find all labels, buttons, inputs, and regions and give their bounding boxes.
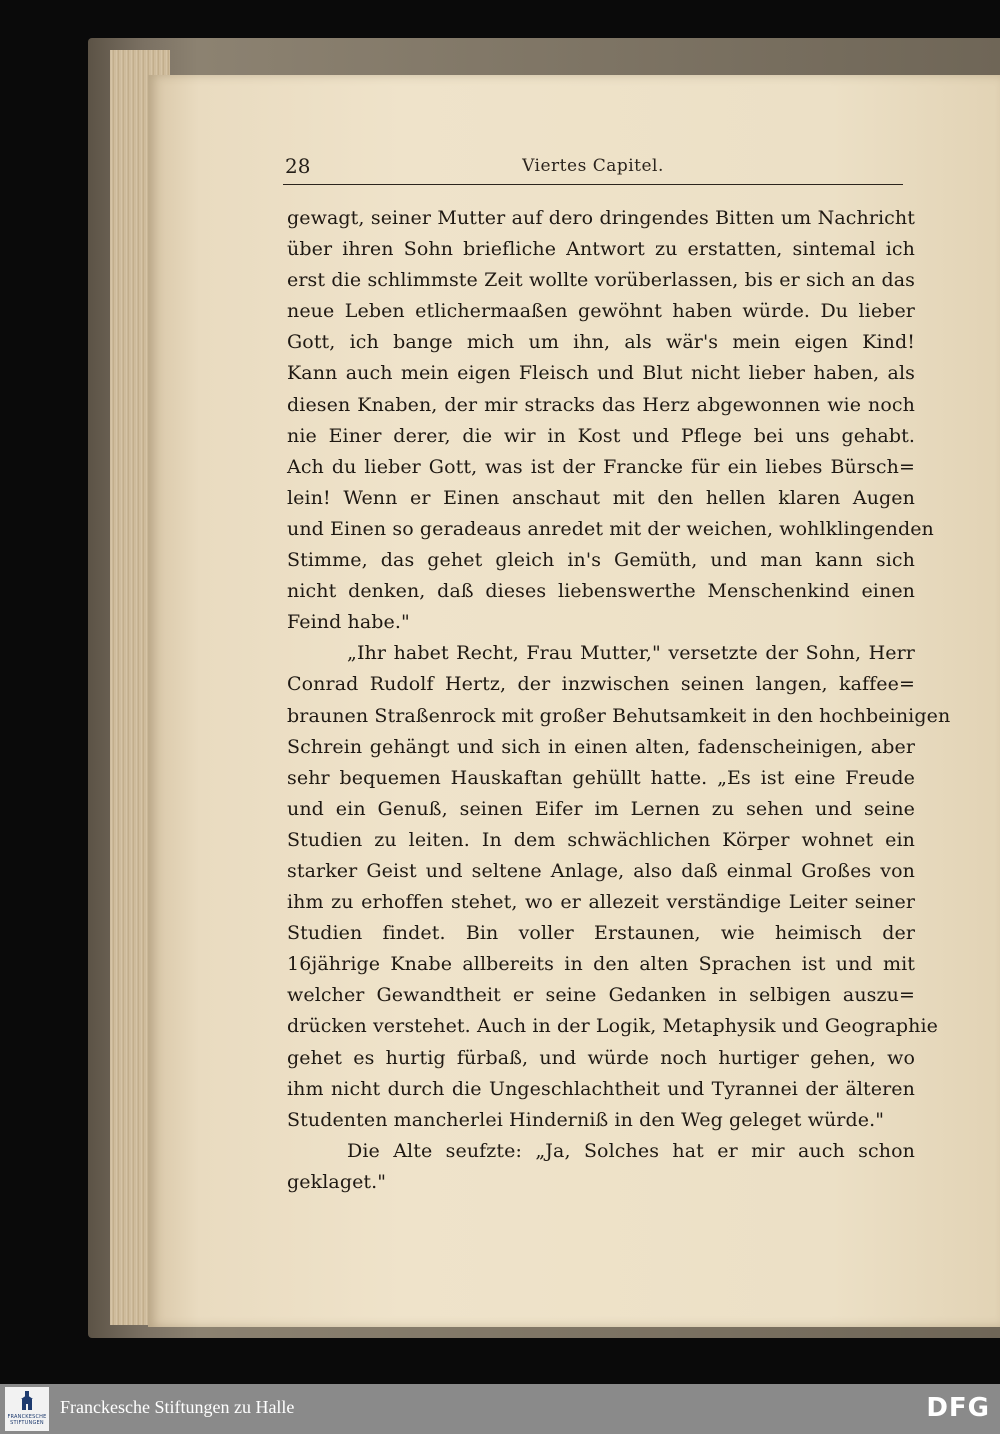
- franckesche-stiftungen-logo: [5, 1387, 49, 1431]
- text-line: Conrad Rudolf Hertz, der inzwischen seinen langen, kaffee=: [287, 673, 915, 696]
- text-line: ihm zu erhoffen stehet, wo er allezeit verständige Leiter seiner: [287, 891, 915, 914]
- text-line: Studenten mancherlei Hinderniß in den Weg geleget würde.": [287, 1108, 885, 1131]
- text-line: über ihren Sohn briefliche Antwort zu erstatten, sintemal ich: [287, 238, 915, 261]
- text-line: braunen Straßenrock mit großer Behutsamkeit in den hochbeinigen: [287, 704, 951, 727]
- text-line: sehr bequemen Hauskaftan gehüllt hatte. „Es ist eine Freude: [287, 766, 915, 789]
- running-head: [283, 150, 903, 185]
- text-line: und Einen so geradeaus anredet mit der weichen, wohlklingenden: [287, 517, 934, 540]
- text-line: Stimme, das gehet gleich in's Gemüth, und man kann sich: [287, 549, 915, 572]
- building-icon: [20, 1391, 34, 1411]
- chapter-title: Viertes Capitel.: [522, 156, 664, 176]
- text-line: Gott, ich bange mich um ihn, als wär's mein eigen Kind!: [287, 331, 915, 354]
- text-line: Kann auch mein eigen Fleisch und Blut nicht lieber haben, als: [287, 362, 915, 385]
- text-line: 16jährige Knabe allbereits in den alten Sprachen ist und mit: [287, 953, 915, 976]
- text-line: Studien zu leiten. In dem schwächlichen Körper wohnet ein: [287, 828, 915, 851]
- text-line: und ein Genuß, seinen Eifer im Lernen zu sehen und seine: [287, 797, 915, 820]
- text-line: Schrein gehängt und sich in einen alten, fadenscheinigen, aber: [287, 735, 915, 758]
- text-line: gewagt, seiner Mutter auf dero dringendes Bitten um Nachricht: [287, 207, 915, 229]
- text-line: ihm nicht durch die Ungeschlachtheit und Tyrannei der älteren: [287, 1077, 915, 1100]
- footer-bar: [0, 1384, 1000, 1434]
- body-text: [287, 203, 951, 1198]
- text-line: Feind habe.": [287, 611, 410, 634]
- text-line: nicht denken, daß dieses liebenswerthe Menschenkind einen: [287, 580, 915, 603]
- text-line: Studien findet. Bin voller Erstaunen, wie heimisch der: [287, 922, 915, 945]
- text-line: neue Leben etlichermaaßen gewöhnt haben würde. Du lieber: [287, 300, 915, 323]
- text-line: gehet es hurtig fürbaß, und würde noch hurtiger gehen, wo: [287, 1046, 915, 1069]
- text-line: erst die schlimmste Zeit wollte vorüberlassen, bis er sich an das: [287, 269, 915, 292]
- logo-text: FRANCKESCHE STIFTUNGEN: [7, 1414, 47, 1426]
- text-line: lein! Wenn er Einen anschaut mit den hellen klaren Augen: [287, 486, 915, 509]
- text-line: nie Einer derer, die wir in Kost und Pflege bei uns gehabt.: [287, 424, 915, 447]
- text-line: diesen Knaben, der mir stracks das Herz abgewonnen wie noch: [287, 393, 915, 416]
- text-line: geklaget.": [287, 1170, 387, 1193]
- page-number: 28: [285, 154, 311, 178]
- text-line: starker Geist und seltene Anlage, also daß einmal Großes von: [287, 859, 915, 882]
- dfg-logo: DFG: [926, 1393, 990, 1423]
- institution-name: Franckesche Stiftungen zu Halle: [60, 1397, 295, 1417]
- text-line: „Ihr habet Recht, Frau Mutter," versetzte der Sohn, Herr: [347, 642, 915, 665]
- text-line: Die Alte seufzte: „Ja, Solches hat er mir auch schon: [347, 1139, 915, 1162]
- text-line: Ach du lieber Gott, was ist der Francke für ein liebes Bürsch=: [287, 455, 915, 478]
- text-line: drücken verstehet. Auch in der Logik, Metaphysik und Geographie: [287, 1015, 938, 1038]
- text-line: welcher Gewandtheit er seine Gedanken in selbigen auszu=: [287, 984, 915, 1007]
